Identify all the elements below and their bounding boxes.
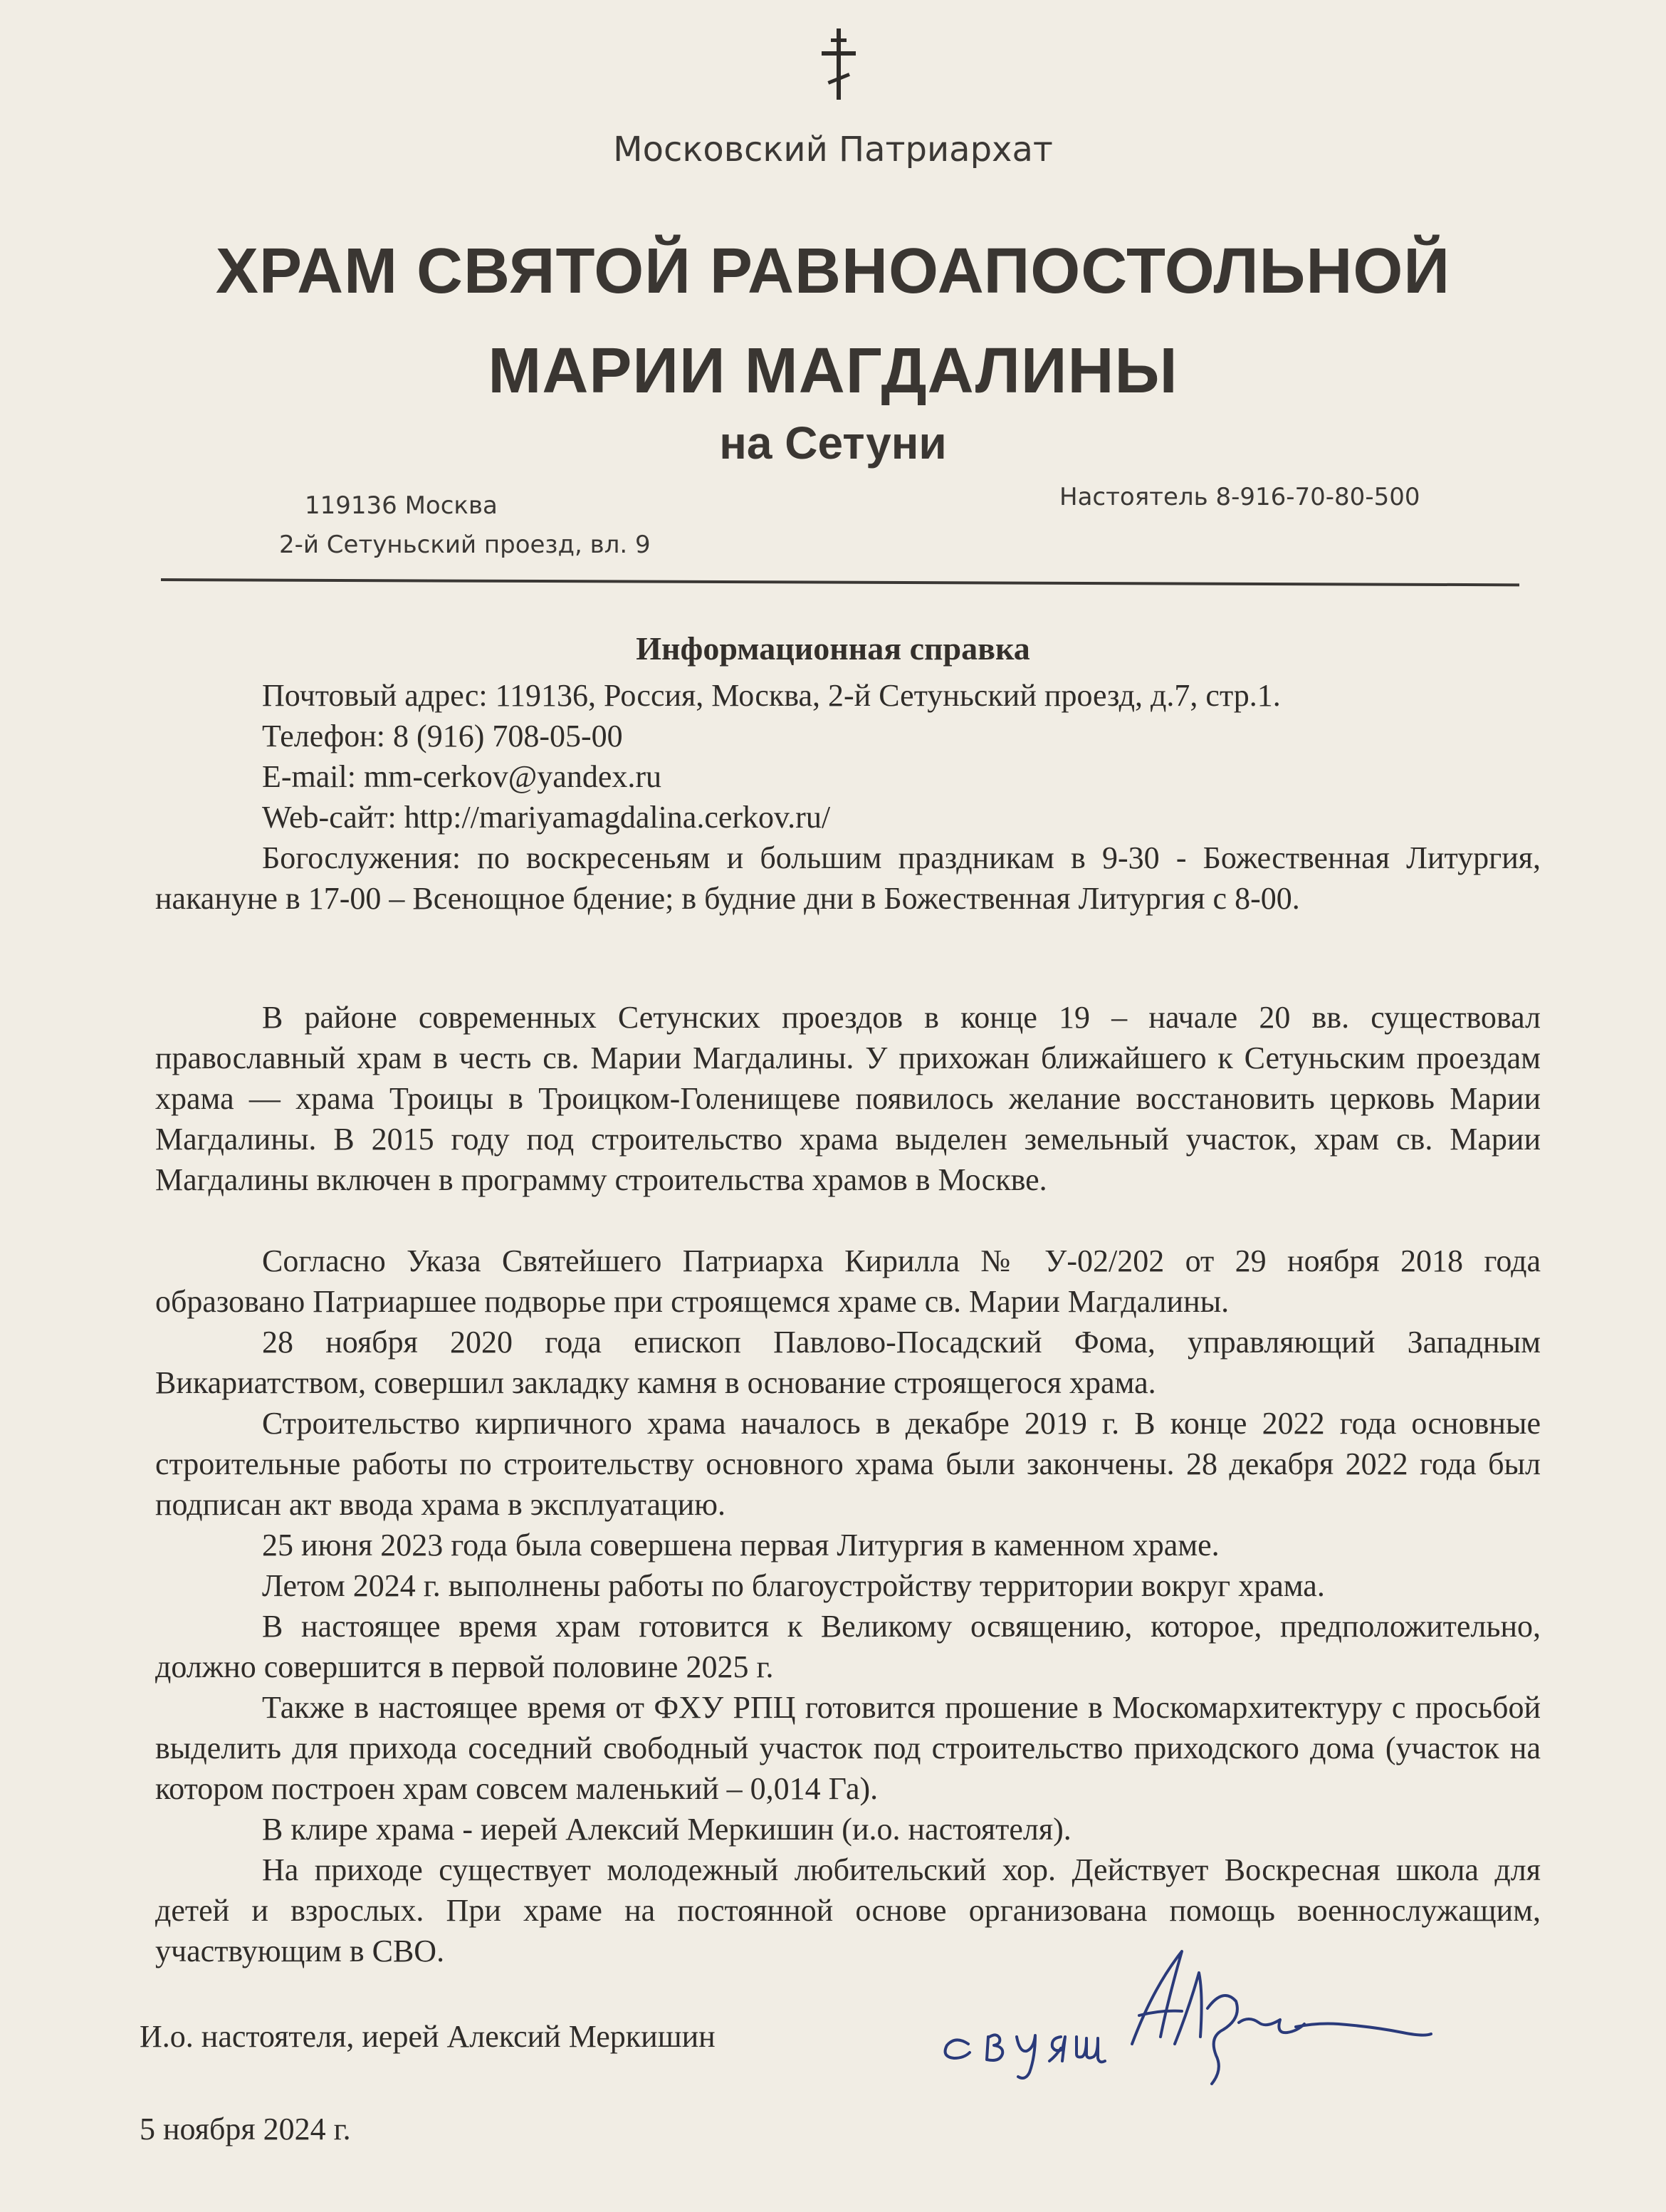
letterhead-divider [161,578,1519,586]
foundation-stone-paragraph: 28 ноября 2020 года епископ Павлово-Посадский Фома, управляющий Западным Викариатством, совершил закладку камня в основание строящегося храма. [155,1325,1541,1400]
website-line: Web-сайт: http://mariyamagdalina.cerkov.ru/ [262,800,831,835]
patriarchate-label: Московский Патриархат [613,130,1053,169]
handwritten-signature [926,1937,1481,2094]
rector-phone: Настоятель 8-916-70-80-500 [1059,483,1420,511]
letterhead-street: 2-й Сетуньский проезд, вл. 9 [279,531,651,559]
letterhead-city: 119136 Москва [305,491,498,520]
document-heading: Информационная справка [636,630,1030,667]
church-title-line3: на Сетуни [719,417,947,469]
signatory-line: И.о. настоятеля, иерей Алексий Меркишин [140,2019,716,2054]
orthodox-cross-icon [819,28,859,100]
clergy-paragraph: В клире храма - иерей Алексий Меркишин (и.о. настоятеля). [262,1812,1072,1847]
decree-paragraph: Согласно Указа Святейшего Патриарха Кирилла № У-02/202 от 29 ноября 2018 года образовано Патриаршее подворье при строящемся храме св. Марии Магдалины. [155,1243,1541,1319]
land-request-paragraph: Также в настоящее время от ФХУ РПЦ готовится прошение в Москомархитектуру с просьбой выделить для прихода соседний свободный участок под строительство приходского дома (участок на котором построен храм совсем маленький – 0,014 Га). [155,1690,1541,1806]
church-title-line2: МАРИИ МАГДАЛИНЫ [488,335,1178,407]
history-paragraph: В районе современных Сетунских проездов в конце 19 – начале 20 вв. существовал православный храм в честь св. Марии Магдалины. У прихожан ближайшего к Сетуньским проездам храма — храма Троицы в Троицком-Голенищеве появилось желание восстановить церковь Марии Магдалины. В 2015 году под строительство храма выделен земельный участок, храм св. Марии Магдалины включен в программу строительства храмов в Москве. [155,1000,1541,1197]
first-liturgy-paragraph: 25 июня 2023 года была совершена первая Литургия в каменном храме. [262,1528,1220,1563]
consecration-paragraph: В настоящее время храм готовится к Великому освящению, которое, предположительно, должно совершится в первой половине 2025 г. [155,1609,1541,1684]
church-title-line1: ХРАМ СВЯТОЙ РАВНОАПОСТОЛЬНОЙ [215,236,1451,307]
phone-line: Телефон: 8 (916) 708-05-00 [262,719,623,753]
email-line: E-mail: mm-cerkov@yandex.ru [262,759,661,794]
postal-address: Почтовый адрес: 119136, Россия, Москва, 2-й Сетуньский проезд, д.7, стр.1. [262,678,1281,713]
parish-life-paragraph: На приходе существует молодежный любительский хор. Действует Воскресная школа для детей и взрослых. При храме на постоянной основе организована помощь военнослужащим, участвующим в СВО. [155,1852,1541,1968]
services-schedule: Богослужения: по воскресеньям и большим праздникам в 9-30 - Божественная Литургия, накануне в 17-00 – Всенощное бдение; в будние дни в Божественная Литургия с 8-00. [155,840,1541,916]
landscaping-paragraph: Летом 2024 г. выполнены работы по благоустройству территории вокруг храма. [262,1568,1325,1603]
document-date: 5 ноября 2024 г. [140,2112,351,2146]
construction-paragraph: Строительство кирпичного храма началось в декабре 2019 г. В конце 2022 года основные строительные работы по строительству основного храма были закончены. 28 декабря 2022 года был подписан акт ввода храма в эксплуатацию. [155,1406,1541,1522]
